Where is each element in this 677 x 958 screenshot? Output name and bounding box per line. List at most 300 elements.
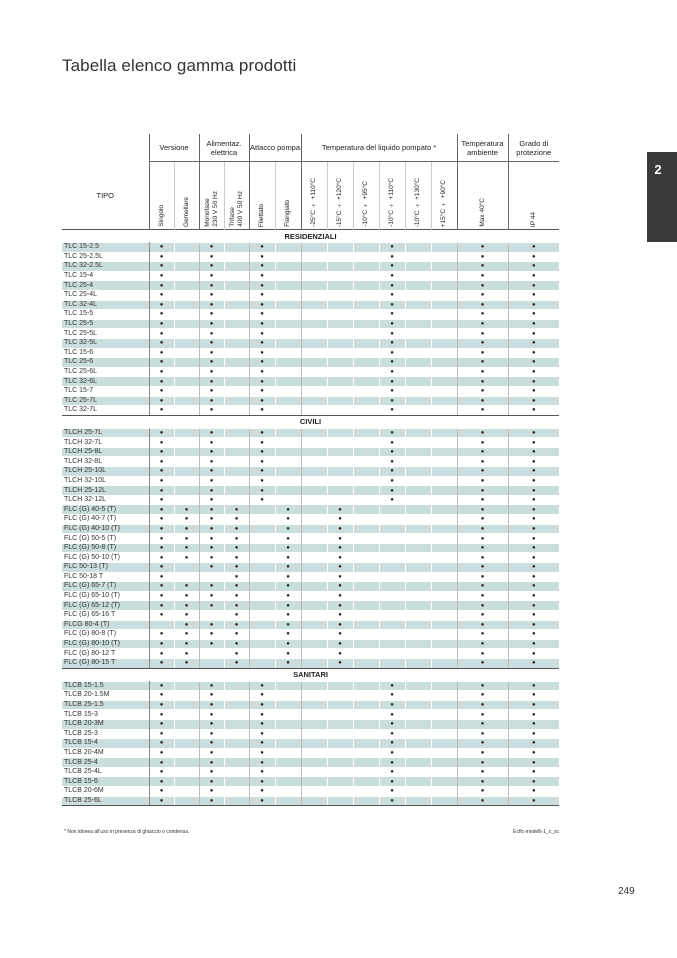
empty-cell	[353, 748, 379, 758]
empty-cell	[353, 377, 379, 387]
mark-dot: ●	[199, 457, 224, 467]
header-group-temperatura-liquido: Temperatura del liquido pompato *	[301, 134, 457, 162]
empty-cell	[327, 710, 353, 720]
empty-cell	[275, 447, 301, 457]
empty-cell	[327, 486, 353, 496]
table-row	[62, 281, 559, 291]
empty-cell	[327, 495, 353, 505]
mark-dot: ●	[199, 271, 224, 281]
mark-dot: ●	[249, 438, 275, 448]
mark-dot: ●	[275, 649, 301, 659]
mark-dot: ●	[327, 563, 353, 573]
empty-cell	[301, 639, 327, 649]
empty-cell	[249, 515, 275, 525]
header-sub-2	[199, 162, 224, 230]
row-type: TLC 25-7L	[62, 396, 149, 406]
empty-cell	[301, 553, 327, 563]
mark-dot: ●	[327, 630, 353, 640]
mark-dot: ●	[275, 563, 301, 573]
empty-cell	[249, 524, 275, 534]
table-row	[62, 658, 559, 668]
mark-dot: ●	[457, 486, 508, 496]
mark-dot: ●	[508, 601, 559, 611]
mark-dot: ●	[275, 524, 301, 534]
empty-cell	[379, 591, 405, 601]
mark-dot: ●	[149, 252, 174, 262]
mark-dot: ●	[174, 658, 199, 668]
empty-cell	[327, 377, 353, 387]
empty-cell	[405, 601, 431, 611]
mark-dot: ●	[379, 719, 405, 729]
mark-dot: ●	[275, 582, 301, 592]
mark-dot: ●	[249, 348, 275, 358]
mark-dot: ●	[199, 428, 224, 438]
row-type: TLC 15-7	[62, 386, 149, 396]
empty-cell	[174, 739, 199, 749]
empty-cell	[353, 601, 379, 611]
empty-cell	[301, 262, 327, 272]
mark-dot: ●	[457, 767, 508, 777]
mark-dot: ●	[149, 681, 174, 691]
empty-cell	[431, 543, 457, 553]
mark-dot: ●	[149, 658, 174, 668]
mark-dot: ●	[508, 262, 559, 272]
mark-dot: ●	[508, 367, 559, 377]
mark-dot: ●	[174, 630, 199, 640]
mark-dot: ●	[149, 553, 174, 563]
mark-dot: ●	[379, 386, 405, 396]
empty-cell	[224, 271, 249, 281]
mark-dot: ●	[457, 601, 508, 611]
header-sub-label: -25°C ÷ +110°C	[310, 178, 318, 227]
mark-dot: ●	[199, 601, 224, 611]
empty-cell	[275, 758, 301, 768]
mark-dot: ●	[457, 262, 508, 272]
empty-cell	[327, 348, 353, 358]
mark-dot: ●	[149, 700, 174, 710]
empty-cell	[405, 290, 431, 300]
mark-dot: ●	[508, 476, 559, 486]
mark-dot: ●	[199, 748, 224, 758]
table-row	[62, 428, 559, 438]
empty-cell	[431, 563, 457, 573]
mark-dot: ●	[508, 681, 559, 691]
empty-cell	[275, 243, 301, 253]
empty-cell	[301, 338, 327, 348]
empty-cell	[174, 377, 199, 387]
empty-cell	[275, 495, 301, 505]
mark-dot: ●	[457, 796, 508, 806]
empty-cell	[275, 796, 301, 806]
empty-cell	[405, 338, 431, 348]
mark-dot: ●	[508, 447, 559, 457]
header-sub-1	[174, 162, 199, 230]
mark-dot: ●	[249, 767, 275, 777]
mark-dot: ●	[508, 658, 559, 668]
empty-cell	[327, 300, 353, 310]
mark-dot: ●	[149, 367, 174, 377]
empty-cell	[405, 649, 431, 659]
mark-dot: ●	[508, 348, 559, 358]
mark-dot: ●	[508, 377, 559, 387]
table-row	[62, 467, 559, 477]
mark-dot: ●	[379, 358, 405, 368]
table-row	[62, 691, 559, 701]
empty-cell	[327, 691, 353, 701]
empty-cell	[405, 495, 431, 505]
mark-dot: ●	[249, 691, 275, 701]
mark-dot: ●	[457, 639, 508, 649]
mark-dot: ●	[149, 290, 174, 300]
row-type: FLC (G) 50-5 (T)	[62, 534, 149, 544]
mark-dot: ●	[249, 329, 275, 339]
table-row	[62, 396, 559, 406]
empty-cell	[405, 563, 431, 573]
empty-cell	[353, 796, 379, 806]
empty-cell	[275, 457, 301, 467]
empty-cell	[353, 329, 379, 339]
empty-cell	[174, 262, 199, 272]
table-row	[62, 495, 559, 505]
empty-cell	[199, 658, 224, 668]
table-row	[62, 476, 559, 486]
empty-cell	[405, 691, 431, 701]
row-type: TLCB 15-4	[62, 739, 149, 749]
empty-cell	[353, 691, 379, 701]
mark-dot: ●	[199, 505, 224, 515]
table-row	[62, 457, 559, 467]
empty-cell	[275, 290, 301, 300]
empty-cell	[353, 348, 379, 358]
empty-cell	[301, 406, 327, 416]
mark-dot: ●	[457, 310, 508, 320]
mark-dot: ●	[199, 691, 224, 701]
row-type: TLCB 25-4	[62, 758, 149, 768]
page-title: Tabella elenco gamma prodotti	[62, 56, 297, 75]
empty-cell	[431, 290, 457, 300]
empty-cell	[405, 505, 431, 515]
header-sub-label: Trifase 400 V 50 Hz	[228, 191, 244, 227]
mark-dot: ●	[275, 543, 301, 553]
mark-dot: ●	[508, 486, 559, 496]
mark-dot: ●	[224, 553, 249, 563]
row-type: TLCH 25-10L	[62, 467, 149, 477]
empty-cell	[301, 467, 327, 477]
header-sub-6	[301, 162, 327, 230]
mark-dot: ●	[457, 572, 508, 582]
mark-dot: ●	[249, 281, 275, 291]
mark-dot: ●	[149, 243, 174, 253]
empty-cell	[431, 739, 457, 749]
row-type: TLCB 20-4M	[62, 748, 149, 758]
mark-dot: ●	[199, 262, 224, 272]
row-type: FLC (G) 50-8 (T)	[62, 543, 149, 553]
mark-dot: ●	[149, 691, 174, 701]
mark-dot: ●	[149, 447, 174, 457]
header-sub-label: +15°C ÷ +90°C	[440, 179, 448, 227]
empty-cell	[174, 319, 199, 329]
empty-cell	[405, 367, 431, 377]
empty-cell	[431, 338, 457, 348]
mark-dot: ●	[508, 358, 559, 368]
row-type: FLC (G) 65-7 (T)	[62, 582, 149, 592]
empty-cell	[174, 447, 199, 457]
row-type: TLC 15-5	[62, 310, 149, 320]
empty-cell	[431, 700, 457, 710]
empty-cell	[174, 281, 199, 291]
mark-dot: ●	[508, 572, 559, 582]
row-type: TLC 32-5L	[62, 338, 149, 348]
empty-cell	[405, 252, 431, 262]
empty-cell	[353, 476, 379, 486]
mark-dot: ●	[149, 406, 174, 416]
row-type: FLC (G) 65-10 (T)	[62, 591, 149, 601]
mark-dot: ●	[149, 467, 174, 477]
empty-cell	[224, 767, 249, 777]
mark-dot: ●	[457, 396, 508, 406]
empty-cell	[275, 281, 301, 291]
mark-dot: ●	[457, 700, 508, 710]
empty-cell	[275, 438, 301, 448]
mark-dot: ●	[199, 310, 224, 320]
mark-dot: ●	[457, 329, 508, 339]
section-title: RESIDENZIALI	[62, 230, 559, 243]
mark-dot: ●	[379, 338, 405, 348]
mark-dot: ●	[199, 719, 224, 729]
empty-cell	[275, 719, 301, 729]
empty-cell	[379, 524, 405, 534]
empty-cell	[353, 310, 379, 320]
empty-cell	[327, 438, 353, 448]
header-sub-12	[457, 162, 508, 230]
mark-dot: ●	[327, 601, 353, 611]
table-row	[62, 582, 559, 592]
table-row	[62, 486, 559, 496]
mark-dot: ●	[457, 748, 508, 758]
mark-dot: ●	[149, 534, 174, 544]
mark-dot: ●	[199, 767, 224, 777]
empty-cell	[301, 534, 327, 544]
row-type: TLCB 25-1.5	[62, 700, 149, 710]
row-type: FLC (G) 80-15 T	[62, 658, 149, 668]
mark-dot: ●	[199, 524, 224, 534]
header-tipo: TIPO	[96, 190, 114, 200]
empty-cell	[224, 495, 249, 505]
empty-cell	[301, 515, 327, 525]
mark-dot: ●	[508, 610, 559, 620]
empty-cell	[174, 700, 199, 710]
empty-cell	[301, 543, 327, 553]
empty-cell	[353, 486, 379, 496]
mark-dot: ●	[508, 620, 559, 630]
empty-cell	[224, 281, 249, 291]
document-code: Ecflc-modelli-1_c_sc	[513, 829, 559, 835]
mark-dot: ●	[174, 505, 199, 515]
empty-cell	[301, 348, 327, 358]
empty-cell	[353, 515, 379, 525]
empty-cell	[224, 358, 249, 368]
mark-dot: ●	[379, 486, 405, 496]
mark-dot: ●	[149, 767, 174, 777]
empty-cell	[224, 719, 249, 729]
mark-dot: ●	[149, 787, 174, 797]
table-row	[62, 329, 559, 339]
row-type: TLCB 25-6L	[62, 796, 149, 806]
mark-dot: ●	[379, 348, 405, 358]
mark-dot: ●	[379, 290, 405, 300]
empty-cell	[327, 729, 353, 739]
empty-cell	[379, 601, 405, 611]
empty-cell	[301, 758, 327, 768]
mark-dot: ●	[249, 367, 275, 377]
empty-cell	[431, 358, 457, 368]
header-sub-7	[327, 162, 353, 230]
empty-cell	[431, 649, 457, 659]
mark-dot: ●	[508, 290, 559, 300]
empty-cell	[405, 348, 431, 358]
empty-cell	[301, 591, 327, 601]
empty-cell	[174, 271, 199, 281]
table-row	[62, 310, 559, 320]
mark-dot: ●	[149, 591, 174, 601]
empty-cell	[249, 649, 275, 659]
mark-dot: ●	[249, 386, 275, 396]
row-type: TLCB 15-3	[62, 710, 149, 720]
empty-cell	[405, 630, 431, 640]
empty-cell	[353, 563, 379, 573]
mark-dot: ●	[199, 476, 224, 486]
empty-cell	[353, 300, 379, 310]
empty-cell	[224, 447, 249, 457]
empty-cell	[431, 467, 457, 477]
mark-dot: ●	[149, 358, 174, 368]
empty-cell	[431, 691, 457, 701]
empty-cell	[431, 348, 457, 358]
empty-cell	[224, 787, 249, 797]
mark-dot: ●	[199, 447, 224, 457]
empty-cell	[379, 553, 405, 563]
table-row	[62, 610, 559, 620]
header-sub-label: -10°C ÷ +95°C	[362, 181, 370, 227]
row-type: TLCB 15-1.5	[62, 681, 149, 691]
mark-dot: ●	[508, 649, 559, 659]
empty-cell	[353, 290, 379, 300]
empty-cell	[327, 457, 353, 467]
empty-cell	[353, 428, 379, 438]
empty-cell	[353, 534, 379, 544]
empty-cell	[405, 447, 431, 457]
mark-dot: ●	[327, 524, 353, 534]
header-sub-3	[224, 162, 249, 230]
mark-dot: ●	[457, 281, 508, 291]
mark-dot: ●	[508, 505, 559, 515]
empty-cell	[301, 476, 327, 486]
mark-dot: ●	[249, 476, 275, 486]
mark-dot: ●	[199, 396, 224, 406]
section-title: CIVILI	[62, 415, 559, 428]
mark-dot: ●	[457, 457, 508, 467]
empty-cell	[327, 319, 353, 329]
mark-dot: ●	[379, 438, 405, 448]
empty-cell	[405, 300, 431, 310]
empty-cell	[301, 386, 327, 396]
mark-dot: ●	[224, 639, 249, 649]
empty-cell	[431, 396, 457, 406]
empty-cell	[249, 658, 275, 668]
mark-dot: ●	[149, 639, 174, 649]
row-type: FLCG 80-4 (T)	[62, 620, 149, 630]
mark-dot: ●	[508, 457, 559, 467]
mark-dot: ●	[249, 495, 275, 505]
mark-dot: ●	[249, 796, 275, 806]
empty-cell	[301, 367, 327, 377]
table-row	[62, 767, 559, 777]
empty-cell	[301, 691, 327, 701]
mark-dot: ●	[379, 319, 405, 329]
mark-dot: ●	[174, 610, 199, 620]
mark-dot: ●	[174, 515, 199, 525]
row-type: TLCH 32-7L	[62, 438, 149, 448]
mark-dot: ●	[249, 358, 275, 368]
mark-dot: ●	[457, 406, 508, 416]
mark-dot: ●	[199, 553, 224, 563]
mark-dot: ●	[327, 620, 353, 630]
empty-cell	[275, 739, 301, 749]
mark-dot: ●	[199, 796, 224, 806]
empty-cell	[275, 729, 301, 739]
empty-cell	[353, 271, 379, 281]
empty-cell	[353, 758, 379, 768]
empty-cell	[405, 358, 431, 368]
mark-dot: ●	[457, 591, 508, 601]
empty-cell	[301, 290, 327, 300]
row-type: FLC (G) 80-8 (T)	[62, 630, 149, 640]
mark-dot: ●	[149, 748, 174, 758]
mark-dot: ●	[457, 243, 508, 253]
mark-dot: ●	[508, 796, 559, 806]
mark-dot: ●	[508, 271, 559, 281]
empty-cell	[224, 681, 249, 691]
empty-cell	[327, 358, 353, 368]
mark-dot: ●	[379, 377, 405, 387]
mark-dot: ●	[249, 396, 275, 406]
empty-cell	[353, 658, 379, 668]
empty-cell	[431, 777, 457, 787]
table-row	[62, 243, 559, 253]
empty-cell	[405, 758, 431, 768]
mark-dot: ●	[199, 386, 224, 396]
mark-dot: ●	[379, 495, 405, 505]
empty-cell	[327, 681, 353, 691]
empty-cell	[353, 281, 379, 291]
empty-cell	[431, 582, 457, 592]
mark-dot: ●	[224, 563, 249, 573]
empty-cell	[353, 467, 379, 477]
empty-cell	[431, 515, 457, 525]
mark-dot: ●	[508, 300, 559, 310]
table-row	[62, 758, 559, 768]
mark-dot: ●	[508, 252, 559, 262]
table-row	[62, 534, 559, 544]
header-sub-9	[379, 162, 405, 230]
empty-cell	[224, 710, 249, 720]
table-row	[62, 710, 559, 720]
empty-cell	[353, 396, 379, 406]
empty-cell	[431, 486, 457, 496]
header-group-temperatura-ambiente: Temperatura ambiente	[457, 134, 508, 162]
mark-dot: ●	[327, 591, 353, 601]
mark-dot: ●	[174, 639, 199, 649]
